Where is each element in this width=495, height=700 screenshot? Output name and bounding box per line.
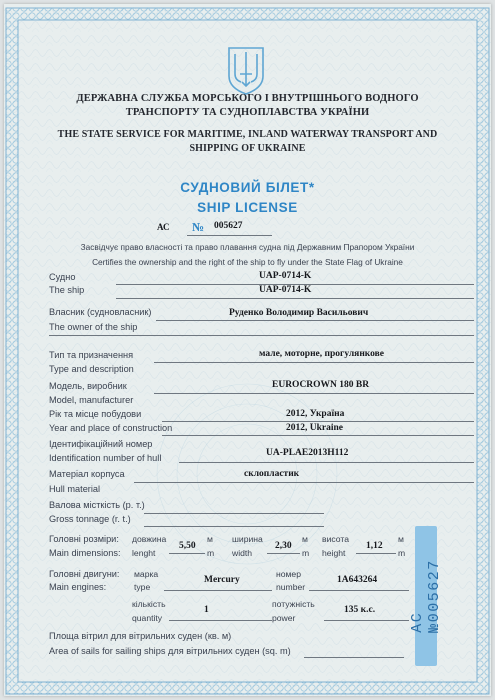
side-serial-text: АС №005627 (409, 559, 443, 633)
height-value: 1,12 (366, 541, 383, 551)
material-label-en: Hull material (49, 484, 101, 494)
power-label-en: power (272, 613, 296, 623)
authority-uk-line1: ДЕРЖАВНА СЛУЖБА МОРСЬКОГО І ВНУТРІШНЬОГО ВОДНОГО (76, 93, 419, 104)
number-value: 1A643264 (337, 575, 378, 585)
hull-id-label-uk: Ідентифікаційний номер (49, 439, 153, 449)
height-label-uk: висота (322, 534, 349, 544)
authority-uk-line2: ТРАНСПОРТУ ТА СУДНОПЛАВСТВА УКРАЇНИ (125, 107, 370, 118)
year-label-uk: Рік та місце побудови (49, 409, 142, 419)
width-label-uk: ширина (232, 534, 263, 544)
owner-label-uk: Власник (судновласник) (49, 307, 152, 317)
engines-label-uk: Головні двигуни: (49, 569, 120, 579)
height-label-en: height (322, 548, 346, 558)
sail-label-uk: Площа вітрил для вітрильних суден (кв. м) (49, 631, 232, 641)
authority-en-line2: SHIPPING OF UKRAINE (189, 143, 306, 154)
serial-no-sign: № (192, 220, 205, 234)
width-value: 2,30 (275, 541, 292, 551)
make-label-en: type (134, 582, 151, 592)
model-value: EUROCROWN 180 BR (272, 380, 370, 390)
serial-series: АС (157, 222, 170, 232)
type-label-uk: Тип та призначення (49, 350, 134, 360)
authority-en-line1: THE STATE SERVICE FOR MARITIME, INLAND WATERWAY TRANSPORT AND (57, 129, 438, 140)
type-label-en: Type and description (49, 364, 134, 374)
tonnage-label-en: Gross tonnage (r. t.) (49, 514, 131, 524)
ship-value-2: UAP-0714-K (259, 285, 312, 295)
length-unit-uk: м (207, 534, 213, 544)
ship-license-document (4, 4, 491, 696)
qty-label-en: quantity (132, 613, 163, 623)
certify-uk: Засвідчує право власності та право плавання судна під Державним Прапором України (80, 242, 415, 252)
model-label-uk: Модель, виробник (49, 381, 127, 391)
hull-id-value: UA-PLAE2013H112 (266, 448, 349, 458)
certify-en: Certifies the ownership and the right of the ship to fly under the State Flag of Ukraine (92, 257, 403, 267)
length-label-en: lenght (132, 548, 156, 558)
owner-label-en: The owner of the ship (49, 322, 138, 332)
hull-id-label-en: Identification number of hull (49, 453, 162, 463)
make-value: Mercury (204, 575, 240, 585)
tonnage-label-uk: Валова місткість (р. т.) (49, 500, 145, 510)
length-value: 5,50 (179, 541, 196, 551)
length-unit-en: m (207, 548, 215, 558)
width-unit-en: m (302, 548, 310, 558)
side-serial-number (409, 526, 443, 666)
title-en: SHIP LICENSE (197, 200, 298, 215)
title-uk: СУДНОВИЙ БІЛЕТ* (180, 180, 315, 195)
type-value: мале, моторне, прогулянкове (259, 349, 385, 359)
height-unit-uk: м (398, 534, 404, 544)
ship-label-en: The ship (49, 285, 85, 295)
power-value: 135 к.с. (344, 605, 376, 615)
engines-label-en: Main engines: (49, 582, 107, 592)
qty-label-uk: кількість (132, 599, 166, 609)
width-label-en: width (232, 548, 253, 558)
year-label-en: Year and place of construction (49, 423, 173, 433)
serial-number: 005627 (214, 221, 243, 231)
ship-label-uk: Судно (49, 272, 76, 282)
width-unit-uk: м (302, 534, 308, 544)
qty-value: 1 (204, 605, 209, 615)
dims-label-uk: Головні розміри: (49, 534, 119, 544)
owner-value: Руденко Володимир Васильович (229, 308, 369, 318)
material-value: склопластик (244, 469, 300, 479)
model-label-en: Model, manufacturer (49, 395, 134, 405)
number-label-en: number (276, 582, 306, 592)
length-label-uk: довжина (132, 534, 167, 544)
make-label-uk: марка (134, 569, 159, 579)
sail-label-en: Area of sails for sailing ships для вітрильних суден (sq. m) (49, 646, 291, 656)
material-label-uk: Матеріал корпуса (49, 469, 125, 479)
year-value-2: 2012, Ukraine (286, 423, 343, 433)
dims-label-en: Main dimensions: (49, 548, 121, 558)
height-unit-en: m (398, 548, 406, 558)
year-value-1: 2012, Україна (286, 409, 345, 419)
power-label-uk: потужність (272, 599, 315, 609)
number-label-uk: номер (276, 569, 301, 579)
ship-value-1: UAP-0714-K (259, 271, 312, 281)
